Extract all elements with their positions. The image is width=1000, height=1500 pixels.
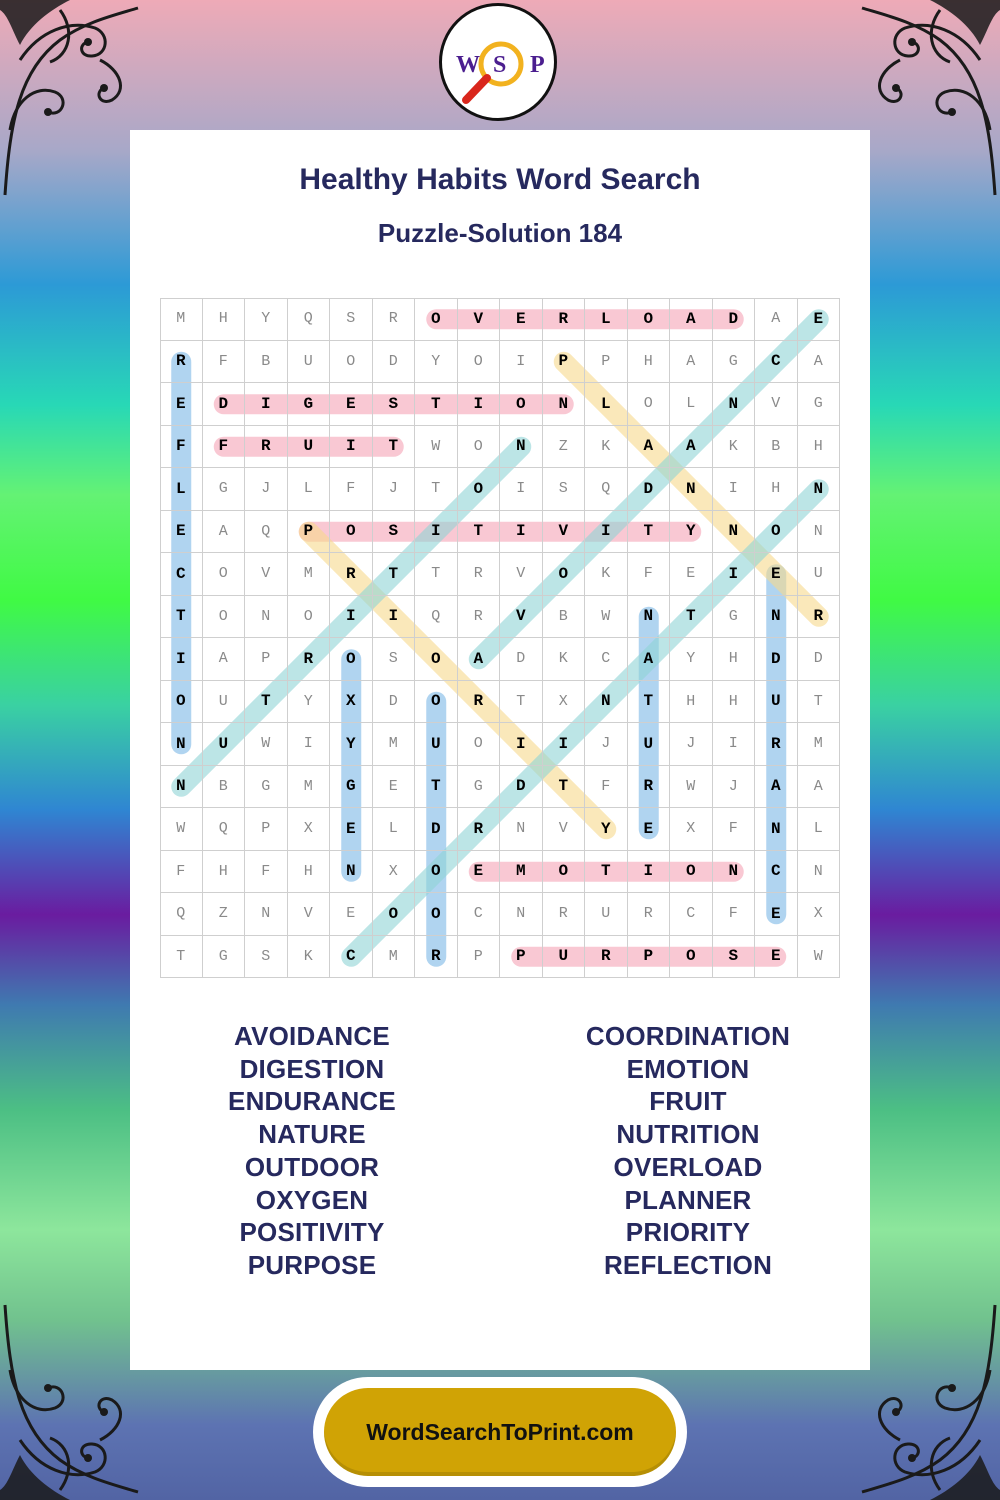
grid-cell[interactable]: T: [585, 851, 628, 894]
grid-cell[interactable]: Q: [160, 893, 203, 936]
grid-cell[interactable]: N: [245, 893, 288, 936]
grid-cell[interactable]: L: [160, 468, 203, 511]
grid-cell[interactable]: G: [245, 766, 288, 809]
grid-cell[interactable]: V: [500, 553, 543, 596]
grid-cell[interactable]: M: [798, 723, 841, 766]
grid-cell[interactable]: O: [670, 936, 713, 979]
grid-cell[interactable]: N: [500, 893, 543, 936]
grid-cell[interactable]: T: [458, 511, 501, 554]
grid-cell[interactable]: M: [373, 723, 416, 766]
grid-cell[interactable]: T: [670, 596, 713, 639]
grid-cell[interactable]: N: [543, 383, 586, 426]
grid-cell[interactable]: X: [373, 851, 416, 894]
grid-cell[interactable]: U: [628, 723, 671, 766]
grid-cell[interactable]: D: [755, 638, 798, 681]
grid-cell[interactable]: E: [330, 893, 373, 936]
grid-cell[interactable]: O: [203, 596, 246, 639]
grid-cell[interactable]: T: [415, 766, 458, 809]
grid-cell[interactable]: N: [245, 596, 288, 639]
grid-cell[interactable]: Q: [245, 511, 288, 554]
grid-cell[interactable]: E: [670, 553, 713, 596]
word-list-item: DIGESTION: [239, 1053, 385, 1084]
word-list-item: OUTDOOR: [244, 1151, 380, 1182]
grid-cell[interactable]: R: [373, 298, 416, 341]
grid-cell[interactable]: P: [500, 936, 543, 979]
grid-cell[interactable]: G: [203, 936, 246, 979]
grid-cell[interactable]: T: [543, 766, 586, 809]
grid-cell[interactable]: I: [585, 511, 628, 554]
grid-cell[interactable]: F: [330, 468, 373, 511]
grid-cell[interactable]: P: [288, 511, 331, 554]
grid-cell[interactable]: H: [713, 681, 756, 724]
grid-cell[interactable]: C: [755, 851, 798, 894]
word-list-item: ENDURANCE: [228, 1086, 396, 1117]
grid-cell[interactable]: G: [330, 766, 373, 809]
grid-cell[interactable]: D: [628, 468, 671, 511]
grid-cell[interactable]: A: [755, 298, 798, 341]
grid-cell[interactable]: X: [330, 681, 373, 724]
word-list-item: OVERLOAD: [613, 1151, 763, 1182]
grid-cell[interactable]: S: [543, 468, 586, 511]
grid-cell[interactable]: Z: [543, 426, 586, 469]
grid-cell[interactable]: D: [500, 766, 543, 809]
grid-cell[interactable]: B: [543, 596, 586, 639]
grid-cell[interactable]: U: [543, 936, 586, 979]
grid-cell[interactable]: X: [798, 893, 841, 936]
grid-cell[interactable]: N: [330, 851, 373, 894]
grid-cell[interactable]: E: [798, 298, 841, 341]
grid-cell[interactable]: V: [543, 808, 586, 851]
grid-cell[interactable]: I: [415, 511, 458, 554]
grid-cell[interactable]: I: [500, 468, 543, 511]
word-list-item: FRUIT: [649, 1086, 727, 1117]
grid-cell[interactable]: E: [330, 808, 373, 851]
grid-cell[interactable]: R: [458, 596, 501, 639]
grid-cell[interactable]: D: [713, 298, 756, 341]
grid-cell[interactable]: O: [670, 851, 713, 894]
grid-cell[interactable]: X: [543, 681, 586, 724]
grid-cell[interactable]: W: [415, 426, 458, 469]
grid-cell[interactable]: F: [203, 341, 246, 384]
grid-cell[interactable]: K: [585, 553, 628, 596]
grid-cell[interactable]: N: [670, 468, 713, 511]
grid-cell[interactable]: I: [160, 638, 203, 681]
grid-cell[interactable]: Z: [203, 893, 246, 936]
grid-cell[interactable]: N: [713, 511, 756, 554]
grid-cell[interactable]: S: [330, 298, 373, 341]
grid-cell[interactable]: M: [288, 553, 331, 596]
grid-cell[interactable]: T: [160, 936, 203, 979]
grid-cell[interactable]: R: [160, 341, 203, 384]
grid-cell[interactable]: E: [628, 808, 671, 851]
grid-cell[interactable]: H: [755, 468, 798, 511]
grid-cell[interactable]: T: [160, 596, 203, 639]
grid-cell[interactable]: V: [245, 553, 288, 596]
grid-cell[interactable]: U: [798, 553, 841, 596]
word-list-item: PRIORITY: [625, 1217, 751, 1248]
grid-cell[interactable]: R: [458, 808, 501, 851]
grid-cell[interactable]: Y: [585, 808, 628, 851]
grid-cell[interactable]: O: [500, 383, 543, 426]
word-list-item: AVOIDANCE: [234, 1021, 390, 1051]
grid-cell[interactable]: U: [288, 341, 331, 384]
grid-cell[interactable]: E: [755, 936, 798, 979]
grid-cell[interactable]: A: [203, 511, 246, 554]
grid-cell[interactable]: O: [458, 426, 501, 469]
grid-cell[interactable]: A: [628, 426, 671, 469]
grid-cell[interactable]: K: [543, 638, 586, 681]
grid-cell[interactable]: E: [458, 851, 501, 894]
grid-cell[interactable]: G: [288, 383, 331, 426]
grid-cell[interactable]: H: [203, 851, 246, 894]
grid-cell[interactable]: T: [628, 511, 671, 554]
grid-cell[interactable]: H: [288, 851, 331, 894]
grid-cell[interactable]: T: [245, 681, 288, 724]
word-list-item: EMOTION: [626, 1053, 750, 1084]
grid-cell[interactable]: A: [670, 298, 713, 341]
grid-cell[interactable]: F: [245, 851, 288, 894]
grid-cell[interactable]: T: [500, 681, 543, 724]
grid-cell[interactable]: D: [798, 638, 841, 681]
grid-cell[interactable]: N: [713, 851, 756, 894]
grid-cell[interactable]: V: [288, 893, 331, 936]
grid-cell[interactable]: L: [670, 383, 713, 426]
grid-cell[interactable]: I: [245, 383, 288, 426]
grid-cell[interactable]: Q: [203, 808, 246, 851]
grid-cell[interactable]: R: [755, 723, 798, 766]
page-title: Healthy Habits Word Search: [299, 163, 701, 196]
grid-cell[interactable]: Q: [288, 298, 331, 341]
grid-cell[interactable]: B: [755, 426, 798, 469]
grid-cell[interactable]: J: [670, 723, 713, 766]
grid-cell[interactable]: J: [585, 723, 628, 766]
grid-cell[interactable]: H: [628, 341, 671, 384]
grid-cell[interactable]: G: [798, 383, 841, 426]
grid-cell[interactable]: F: [160, 426, 203, 469]
grid-cell[interactable]: C: [160, 553, 203, 596]
grid-cell[interactable]: W: [585, 596, 628, 639]
grid-cell[interactable]: M: [500, 851, 543, 894]
grid-cell[interactable]: M: [373, 936, 416, 979]
grid-cell[interactable]: R: [415, 936, 458, 979]
grid-cell[interactable]: I: [373, 596, 416, 639]
grid-cell[interactable]: O: [330, 511, 373, 554]
grid-cell[interactable]: R: [543, 893, 586, 936]
grid-cell[interactable]: I: [713, 468, 756, 511]
grid-cell[interactable]: O: [543, 851, 586, 894]
grid-cell[interactable]: N: [628, 596, 671, 639]
grid-cell[interactable]: O: [628, 383, 671, 426]
grid-cell[interactable]: O: [330, 638, 373, 681]
grid-cell[interactable]: T: [373, 553, 416, 596]
grid-cell[interactable]: R: [330, 553, 373, 596]
grid-cell[interactable]: T: [373, 426, 416, 469]
grid-cell[interactable]: I: [628, 851, 671, 894]
grid-cell[interactable]: N: [798, 468, 841, 511]
grid-cell[interactable]: I: [543, 723, 586, 766]
grid-cell[interactable]: G: [203, 468, 246, 511]
grid-cell[interactable]: W: [160, 808, 203, 851]
grid-cell[interactable]: P: [458, 936, 501, 979]
grid-cell[interactable]: B: [245, 341, 288, 384]
grid-cell[interactable]: I: [500, 511, 543, 554]
grid-cell[interactable]: U: [585, 893, 628, 936]
grid-cell[interactable]: R: [458, 681, 501, 724]
grid-cell[interactable]: H: [798, 426, 841, 469]
grid-cell[interactable]: N: [500, 808, 543, 851]
grid-cell[interactable]: C: [670, 893, 713, 936]
grid-cell[interactable]: O: [415, 851, 458, 894]
word-list-item: PLANNER: [624, 1184, 752, 1215]
grid-cell[interactable]: A: [628, 638, 671, 681]
grid-cell[interactable]: A: [798, 766, 841, 809]
word-list-left: [132, 1020, 492, 1282]
grid-cell[interactable]: E: [755, 893, 798, 936]
word-list-item: PURPOSE: [247, 1249, 377, 1280]
grid-cell[interactable]: O: [458, 723, 501, 766]
grid-cell[interactable]: A: [798, 341, 841, 384]
grid-cell[interactable]: T: [415, 383, 458, 426]
grid-cell[interactable]: U: [288, 426, 331, 469]
grid-cell[interactable]: L: [585, 298, 628, 341]
grid-cell[interactable]: R: [288, 638, 331, 681]
grid-cell[interactable]: O: [160, 681, 203, 724]
grid-cell[interactable]: I: [713, 553, 756, 596]
grid-cell[interactable]: R: [245, 426, 288, 469]
grid-cell[interactable]: F: [203, 426, 246, 469]
grid-cell[interactable]: P: [543, 341, 586, 384]
grid-cell[interactable]: O: [415, 638, 458, 681]
grid-cell[interactable]: F: [585, 766, 628, 809]
grid-cell[interactable]: O: [628, 298, 671, 341]
grid-cell[interactable]: A: [670, 341, 713, 384]
grid-cell[interactable]: S: [713, 936, 756, 979]
grid-cell[interactable]: Y: [288, 681, 331, 724]
grid-cell[interactable]: E: [330, 383, 373, 426]
grid-cell[interactable]: T: [415, 468, 458, 511]
grid-cell[interactable]: C: [755, 341, 798, 384]
grid-cell[interactable]: A: [203, 638, 246, 681]
magnifier-logo-icon[interactable]: [439, 3, 557, 121]
grid-cell[interactable]: O: [415, 681, 458, 724]
grid-cell[interactable]: I: [330, 426, 373, 469]
grid-cell[interactable]: I: [330, 596, 373, 639]
grid-cell[interactable]: C: [585, 638, 628, 681]
logo-letter-w: W: [456, 52, 480, 78]
grid-cell[interactable]: O: [415, 893, 458, 936]
grid-cell[interactable]: F: [713, 893, 756, 936]
word-search-grid: [160, 298, 840, 978]
grid-cell[interactable]: O: [203, 553, 246, 596]
grid-cell[interactable]: S: [373, 383, 416, 426]
grid-cell[interactable]: R: [585, 936, 628, 979]
grid-cell[interactable]: E: [160, 383, 203, 426]
grid-cell[interactable]: E: [755, 553, 798, 596]
grid-cell[interactable]: J: [373, 468, 416, 511]
grid-cell[interactable]: P: [245, 808, 288, 851]
grid-cell[interactable]: Q: [585, 468, 628, 511]
grid-cell[interactable]: Y: [670, 638, 713, 681]
grid-cell[interactable]: N: [500, 426, 543, 469]
word-list-item: REFLECTION: [603, 1249, 773, 1280]
ornament-flourish-icon: [0, 1300, 140, 1500]
grid-cell[interactable]: U: [415, 723, 458, 766]
grid-cell[interactable]: N: [755, 596, 798, 639]
grid-cell[interactable]: A: [670, 426, 713, 469]
grid-cell[interactable]: X: [670, 808, 713, 851]
grid-cell[interactable]: D: [203, 383, 246, 426]
grid-cell[interactable]: F: [628, 553, 671, 596]
grid-cell[interactable]: W: [245, 723, 288, 766]
grid-cell[interactable]: Y: [670, 511, 713, 554]
grid-cell[interactable]: R: [458, 553, 501, 596]
grid-cell[interactable]: D: [373, 681, 416, 724]
grid-cell[interactable]: H: [713, 638, 756, 681]
grid-cell[interactable]: L: [373, 808, 416, 851]
grid-cell[interactable]: J: [713, 766, 756, 809]
grid-cell[interactable]: S: [245, 936, 288, 979]
grid-cell[interactable]: E: [500, 298, 543, 341]
grid-cell[interactable]: D: [373, 341, 416, 384]
logo-letter-p: P: [530, 52, 545, 78]
grid-cell[interactable]: Y: [415, 341, 458, 384]
grid-cell[interactable]: K: [713, 426, 756, 469]
grid-cell[interactable]: O: [373, 893, 416, 936]
grid-cell[interactable]: H: [670, 681, 713, 724]
grid-cell[interactable]: C: [330, 936, 373, 979]
grid-cell[interactable]: C: [458, 893, 501, 936]
ornament-flourish-icon: [860, 1300, 1000, 1500]
grid-cell[interactable]: M: [288, 766, 331, 809]
grid-cell[interactable]: K: [585, 426, 628, 469]
grid-cell[interactable]: U: [203, 681, 246, 724]
grid-cell[interactable]: Y: [330, 723, 373, 766]
grid-cell[interactable]: G: [713, 596, 756, 639]
word-list-item: NUTRITION: [616, 1119, 760, 1150]
grid-cell[interactable]: U: [755, 681, 798, 724]
grid-cell[interactable]: E: [160, 511, 203, 554]
grid-cell[interactable]: O: [755, 511, 798, 554]
grid-cell[interactable]: S: [373, 511, 416, 554]
grid-cell[interactable]: F: [713, 808, 756, 851]
grid-cell[interactable]: P: [628, 936, 671, 979]
grid-cell[interactable]: R: [628, 893, 671, 936]
grid-cell[interactable]: H: [203, 298, 246, 341]
grid-cell[interactable]: N: [755, 808, 798, 851]
grid-cell[interactable]: O: [330, 341, 373, 384]
grid-cell[interactable]: W: [798, 936, 841, 979]
grid-cell[interactable]: N: [585, 681, 628, 724]
grid-cell[interactable]: F: [160, 851, 203, 894]
grid-cell[interactable]: I: [500, 723, 543, 766]
page-subtitle: Puzzle-Solution 184: [377, 218, 623, 248]
grid-cell[interactable]: P: [245, 638, 288, 681]
grid-cell[interactable]: I: [713, 723, 756, 766]
grid-cell[interactable]: G: [458, 766, 501, 809]
grid-cell[interactable]: N: [160, 723, 203, 766]
grid-cell[interactable]: L: [585, 383, 628, 426]
grid-cell[interactable]: D: [500, 638, 543, 681]
grid-cell[interactable]: N: [713, 383, 756, 426]
grid-cell[interactable]: O: [415, 298, 458, 341]
grid-cell[interactable]: O: [458, 468, 501, 511]
grid-cell[interactable]: K: [288, 936, 331, 979]
grid-cell[interactable]: N: [160, 766, 203, 809]
grid-cell[interactable]: A: [458, 638, 501, 681]
grid-cell[interactable]: N: [798, 511, 841, 554]
grid-cell[interactable]: U: [203, 723, 246, 766]
grid-cell[interactable]: J: [245, 468, 288, 511]
grid-cell[interactable]: V: [500, 596, 543, 639]
grid-cell[interactable]: D: [415, 808, 458, 851]
grid-cell[interactable]: R: [628, 766, 671, 809]
grid-cell[interactable]: R: [543, 298, 586, 341]
grid-cell[interactable]: A: [755, 766, 798, 809]
grid-cell[interactable]: O: [288, 596, 331, 639]
grid-cell[interactable]: O: [543, 553, 586, 596]
word-list-item: OXYGEN: [255, 1184, 369, 1215]
grid-cell[interactable]: M: [160, 298, 203, 341]
grid-cell[interactable]: I: [500, 341, 543, 384]
grid-cell[interactable]: W: [670, 766, 713, 809]
grid-cell[interactable]: I: [458, 383, 501, 426]
grid-cell[interactable]: O: [458, 341, 501, 384]
grid-cell[interactable]: Q: [415, 596, 458, 639]
grid-cell[interactable]: R: [798, 596, 841, 639]
grid-cell[interactable]: N: [798, 851, 841, 894]
grid-cell[interactable]: P: [585, 341, 628, 384]
grid-cell[interactable]: G: [713, 341, 756, 384]
grid-cell[interactable]: V: [543, 511, 586, 554]
word-list-item: POSITIVITY: [239, 1217, 385, 1248]
grid-cell[interactable]: Y: [245, 298, 288, 341]
grid-cell[interactable]: T: [628, 681, 671, 724]
word-list-item: NATURE: [258, 1119, 366, 1150]
grid-cell[interactable]: I: [288, 723, 331, 766]
grid-cell[interactable]: S: [373, 638, 416, 681]
grid-cell[interactable]: T: [415, 553, 458, 596]
website-link-button[interactable]: [324, 1388, 676, 1476]
website-link-label: WordSearchToPrint.com: [366, 1418, 634, 1445]
word-list-right: [508, 1020, 868, 1282]
word-list-item: COORDINATION: [585, 1021, 791, 1051]
grid-cell[interactable]: T: [798, 681, 841, 724]
grid-cell[interactable]: E: [373, 766, 416, 809]
grid-cell[interactable]: V: [458, 298, 501, 341]
grid-cell[interactable]: B: [203, 766, 246, 809]
grid-cell[interactable]: V: [755, 383, 798, 426]
logo-letter-s: S: [493, 52, 507, 78]
grid-cell[interactable]: X: [288, 808, 331, 851]
grid-cell[interactable]: L: [288, 468, 331, 511]
grid-cell[interactable]: L: [798, 808, 841, 851]
